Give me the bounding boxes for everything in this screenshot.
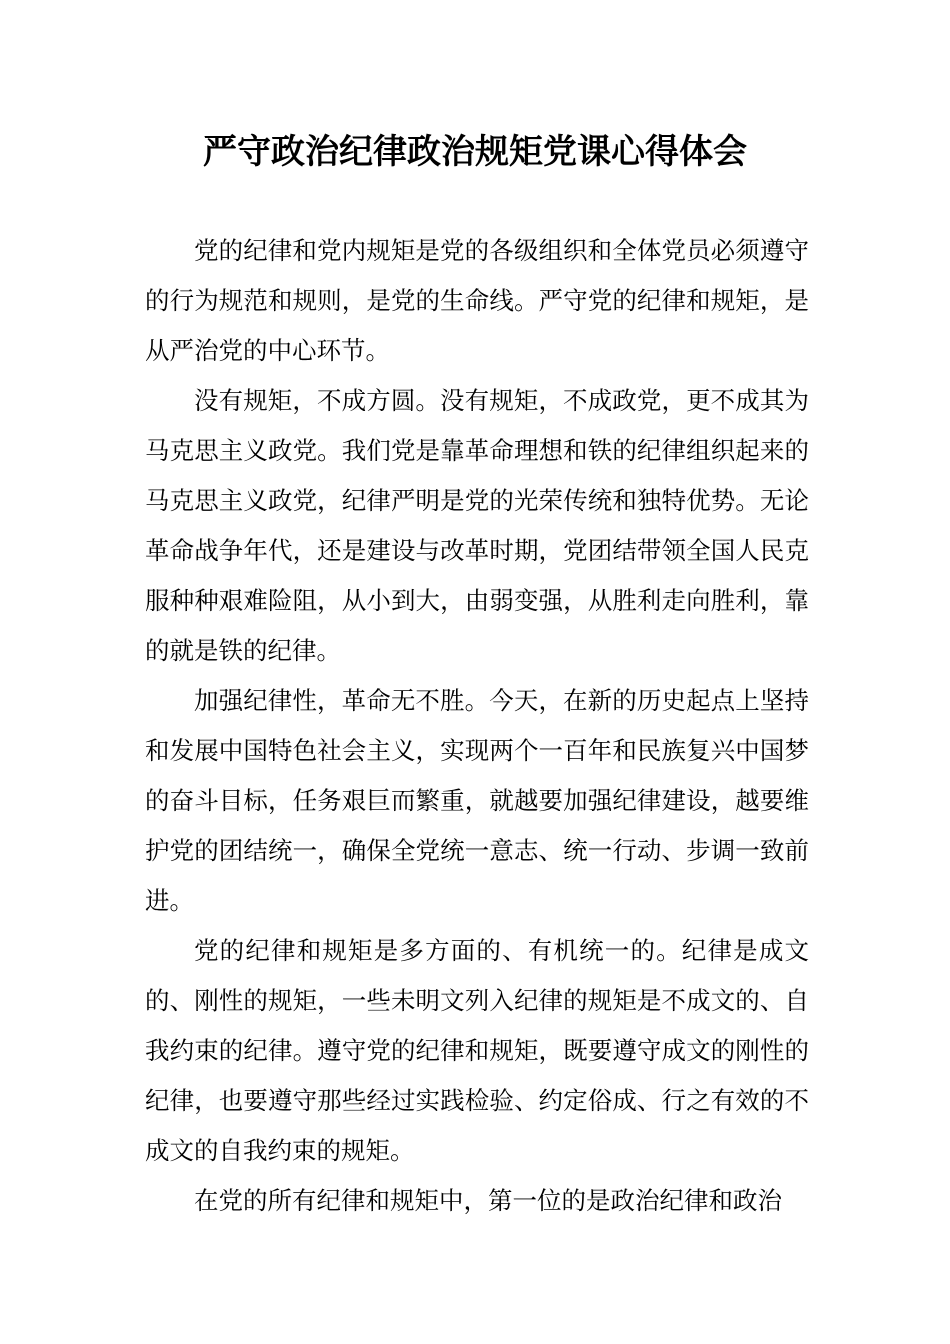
paragraph-2: 没有规矩，不成方圆。没有规矩，不成政党，更不成其为马克思主义政党。我们党是靠革命理想和铁的纪律组织起来的马克思主义政党，纪律严明是党的光荣传统和独特优势。无论革命战争年代，还是建设与改革时期，党团结带领全国人民克服种种艰难险阻，从小到大，由弱变强，从胜利走向胜利，靠的就是铁的纪律。 (145, 386, 809, 665)
paragraph-5: 在党的所有纪律和规矩中，第一位的是政治纪律和政治 (194, 1186, 782, 1215)
paragraph-1: 党的纪律和党内规矩是党的各级组织和全体党员必须遵守的行为规范和规则，是党的生命线。严守党的纪律和规矩，是从严治党的中心环节。 (145, 236, 809, 365)
document-body (145, 226, 809, 1226)
paragraph-4: 党的纪律和规矩是多方面的、有机统一的。纪律是成文的、刚性的规矩，一些未明文列入纪律的规矩是不成文的、自我约束的纪律。遵守党的纪律和规矩，既要遵守成文的刚性的纪律，也要遵守那些经过实践检验、约定俗成、行之有效的不成文的自我约束的规矩。 (145, 936, 809, 1165)
paragraph-3: 加强纪律性，革命无不胜。今天，在新的历史起点上坚持和发展中国特色社会主义，实现两个一百年和民族复兴中国梦的奋斗目标，任务艰巨而繁重，就越要加强纪律建设，越要维护党的团结统一，确保全党统一意志、统一行动、步调一致前进。 (145, 686, 809, 915)
document-title: 严守政治纪律政治规矩党课心得体会 (203, 132, 747, 172)
